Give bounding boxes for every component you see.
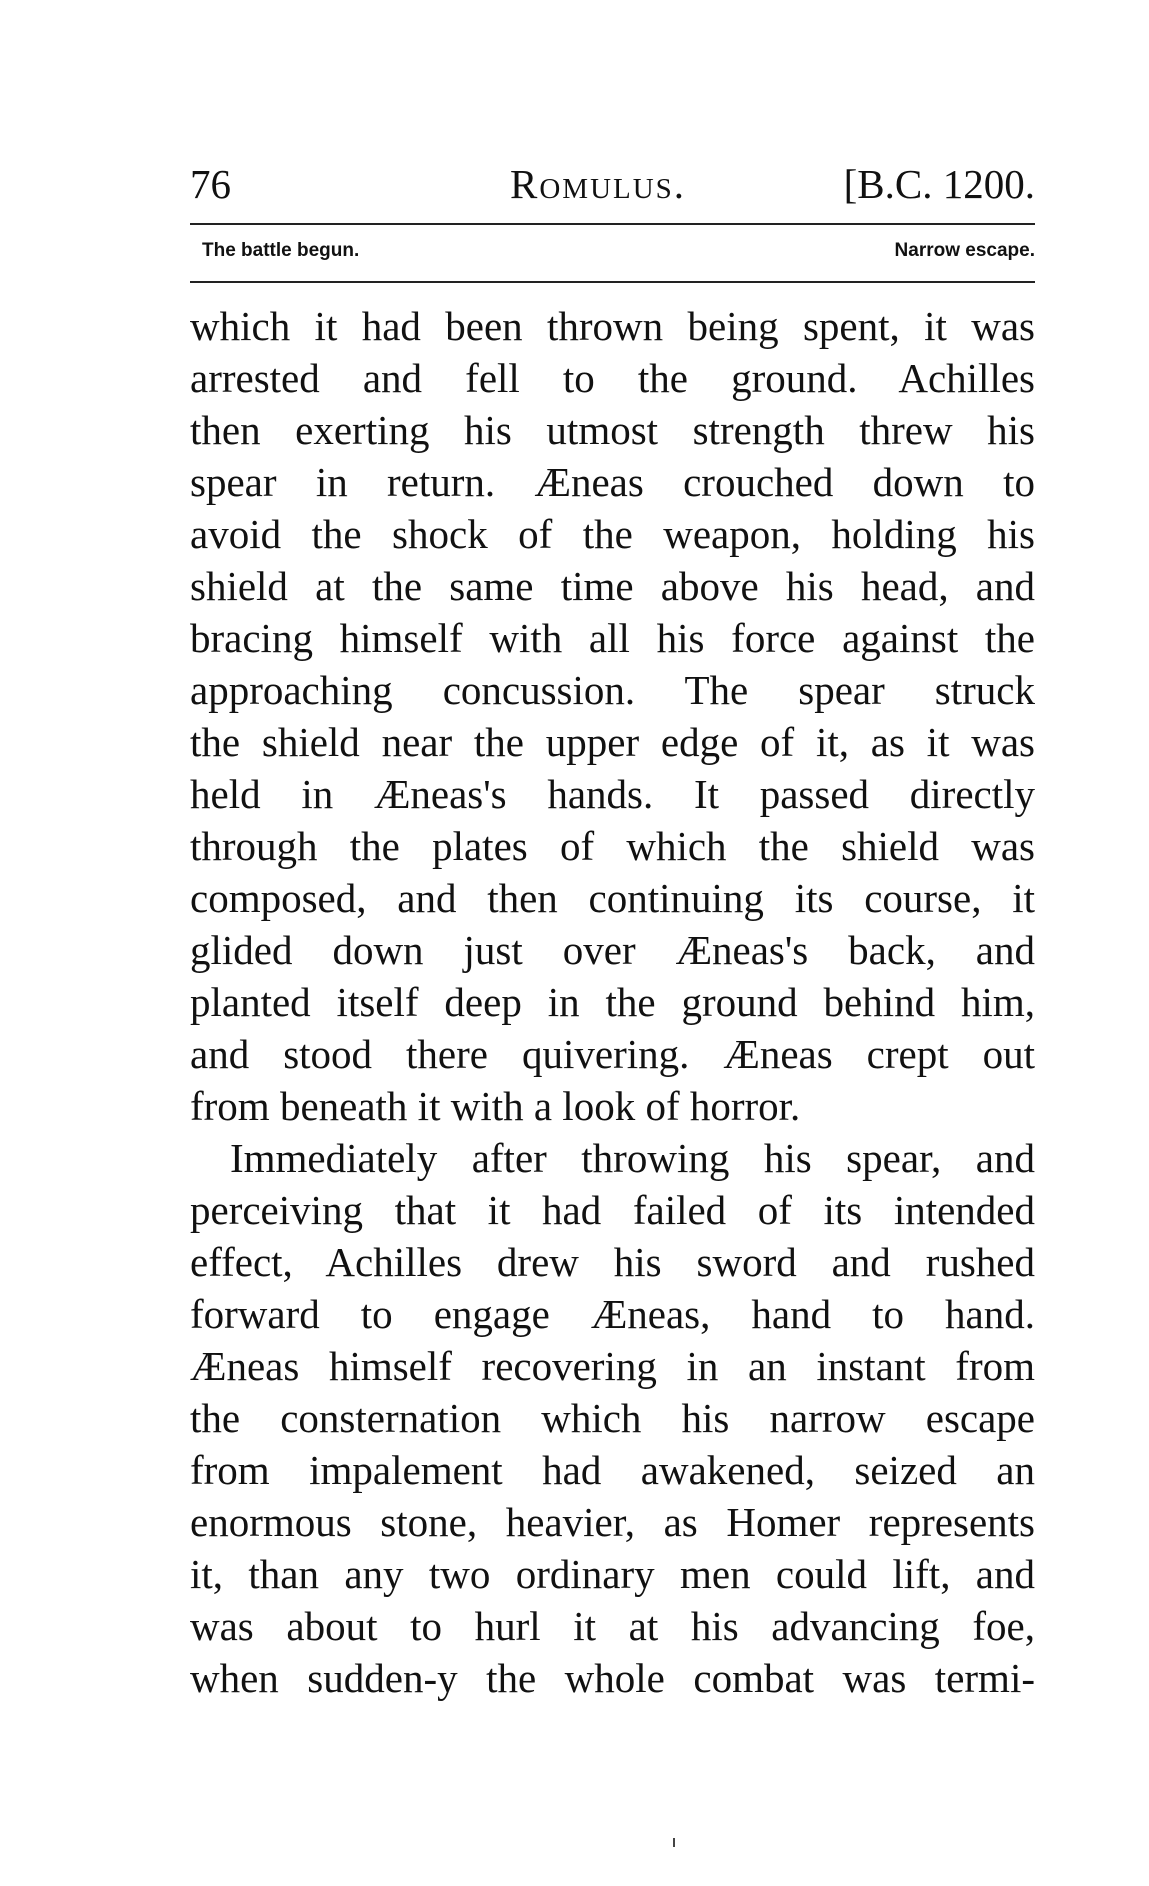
text-line: held in Æneas's hands. It passed directly [190, 771, 1035, 817]
text-line: the shield near the upper edge of it, as it was [190, 719, 1035, 765]
running-head [190, 160, 1035, 210]
text-line: effect, Achilles drew his sword and rushed [190, 1239, 1035, 1285]
book-title: Romulus. [510, 161, 687, 207]
margin-note-right: Narrow escape. [894, 240, 1035, 261]
text-line: approaching concussion. The spear struck [190, 667, 1035, 713]
text-line: then exerting his utmost strength threw his [190, 407, 1035, 453]
text-line: perceiving that it had failed of its intended [190, 1187, 1035, 1233]
text-line: was about to hurl it at his advancing foe, [190, 1603, 1035, 1649]
text-line: spear in return. Æneas crouched down to [190, 459, 1035, 505]
text-line: shield at the same time above his head, and [190, 563, 1035, 609]
text-line: Immediately after throwing his spear, and [230, 1135, 1035, 1181]
text-line: when sudden-y the whole combat was termi- [190, 1655, 1035, 1701]
margin-note-left: The battle begun. [202, 240, 360, 261]
text-line: forward to engage Æneas, hand to hand. [190, 1291, 1035, 1337]
header-rule [190, 223, 1035, 225]
text-line: bracing himself with all his force against the [190, 615, 1035, 661]
date-reference: [B.C. 1200. [843, 161, 1035, 207]
text-line: avoid the shock of the weapon, holding his [190, 511, 1035, 557]
body-text [190, 300, 1035, 1704]
text-line: through the plates of which the shield was [190, 823, 1035, 869]
text-line: from beneath it with a look of horror. [190, 1083, 801, 1129]
paper-speck [673, 1838, 675, 1847]
text-line: enormous stone, heavier, as Homer represents [190, 1499, 1035, 1545]
text-line: Æneas himself recovering in an instant from [190, 1343, 1035, 1389]
text-line: and stood there quivering. Æneas crept out [190, 1031, 1035, 1077]
text-line: composed, and then continuing its course, it [190, 875, 1035, 921]
text-line: from impalement had awakened, seized an [190, 1447, 1035, 1493]
text-line: the consternation which his narrow escape [190, 1395, 1035, 1441]
margin-notes [190, 240, 1035, 270]
text-line: glided down just over Æneas's back, and [190, 927, 1035, 973]
text-line: it, than any two ordinary men could lift, and [190, 1551, 1035, 1597]
subheader-rule [190, 281, 1035, 283]
text-line: arrested and fell to the ground. Achilles [190, 355, 1035, 401]
text-line: which it had been thrown being spent, it was [190, 303, 1035, 349]
text-line: planted itself deep in the ground behind him, [190, 979, 1035, 1025]
page-number: 76 [190, 161, 231, 207]
